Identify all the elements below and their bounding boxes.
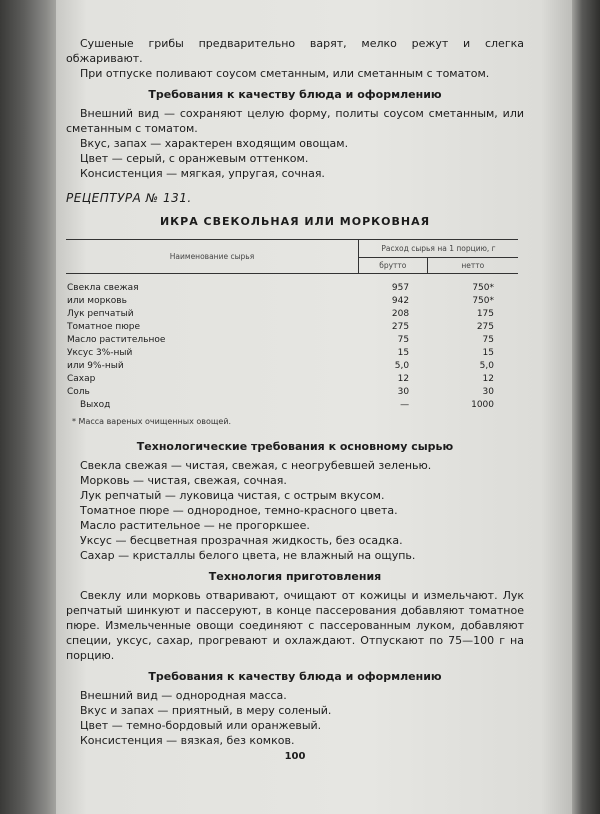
col-header-net: нетто <box>427 258 518 274</box>
table-row: Свекла свежая 957 750* <box>67 283 494 293</box>
table-row: или 9%-ный 5,0 5,0 <box>67 361 494 371</box>
intro-line-2: При отпуске поливают соусом сметанным, или сметанным с томатом. <box>80 67 490 80</box>
table-row: Сахар 12 12 <box>67 374 494 384</box>
tech-req-title: Технологические требования к основному сырью <box>136 440 454 453</box>
quality2-line: Вкус и запах — приятный, в меру соленый. <box>80 704 332 717</box>
table-footnote: * Масса вареных очищенных овощей. <box>72 417 232 426</box>
technology-text: Свеклу или морковь отваривают, очищают от кожицы и измельчают. Лук репчатый шинкуют и пассеруют, в конце пассерования добавляют томатное пюре. Измельченные овощи соединяют с пассерованным луком, добавляют специи, уксус, сахар, прогревают и охлаждают. Отпускают по 75—100 г на порцию. <box>66 589 524 662</box>
quality1-taste: Вкус, запах — характерен входящим овощам. <box>80 137 349 150</box>
quality2-line: Внешний вид — однородная масса. <box>80 689 287 702</box>
dish-title: ИКРА СВЕКОЛЬНАЯ ИЛИ МОРКОВНАЯ <box>159 215 431 228</box>
recipe-number: РЕЦЕПТУРА № 131. <box>66 191 192 205</box>
tech-req-line: Сахар — кристаллы белого цвета, не влажный на ощупь. <box>80 549 416 562</box>
table-row-yield: Выход — 1000 <box>80 400 494 410</box>
tech-req-line: Уксус — бесцветная прозрачная жидкость, без осадка. <box>80 534 403 547</box>
quality1-color: Цвет — серый, с оранжевым оттенком. <box>80 152 309 165</box>
tech-req-line: Морковь — чистая, свежая, сочная. <box>80 474 287 487</box>
table-row: Соль 30 30 <box>67 387 494 397</box>
col-header-gross: брутто <box>359 258 428 274</box>
book-edge-right <box>570 0 600 814</box>
intro-line-1: Сушеные грибы предварительно варят, мелко режут и слегка обжаривают. <box>66 37 524 65</box>
quality2-line: Консистенция — вязкая, без комков. <box>80 734 295 747</box>
table-row: или морковь 942 750* <box>67 296 494 306</box>
technology-title: Технология приготовления <box>208 570 382 583</box>
page-content <box>66 36 524 762</box>
book-spine-left <box>0 0 58 814</box>
col-header-consumption: Расход сырья на 1 порцию, г <box>359 240 519 258</box>
quality1-consistency: Консистенция — мягкая, упругая, сочная. <box>80 167 325 180</box>
table-row: Лук репчатый 208 175 <box>67 309 494 319</box>
col-header-name: Наименование сырья <box>66 240 359 274</box>
ingredients-table <box>66 239 518 412</box>
tech-req-line: Свекла свежая — чистая, свежая, с неогрубевшей зеленью. <box>80 459 432 472</box>
tech-req-line: Лук репчатый — луковица чистая, с острым вкусом. <box>80 489 385 502</box>
tech-req-line: Томатное пюре — однородное, темно-красного цвета. <box>80 504 398 517</box>
table-row: Уксус 3%-ный 15 15 <box>67 348 494 358</box>
quality1-appearance: Внешний вид — сохраняют целую форму, политы соусом сметанным, или сметанным с томатом. <box>66 107 524 135</box>
page-number: 100 <box>284 751 306 762</box>
quality2-line: Цвет — темно-бордовый или оранжевый. <box>80 719 322 732</box>
tech-req-line: Масло растительное — не прогоркшее. <box>80 519 310 532</box>
quality-title-1: Требования к качеству блюда и оформлению <box>148 88 442 101</box>
quality-title-2: Требования к качеству блюда и оформлению <box>148 670 442 683</box>
table-row: Томатное пюре 275 275 <box>67 322 494 332</box>
table-row: Масло растительное 75 75 <box>67 335 494 345</box>
